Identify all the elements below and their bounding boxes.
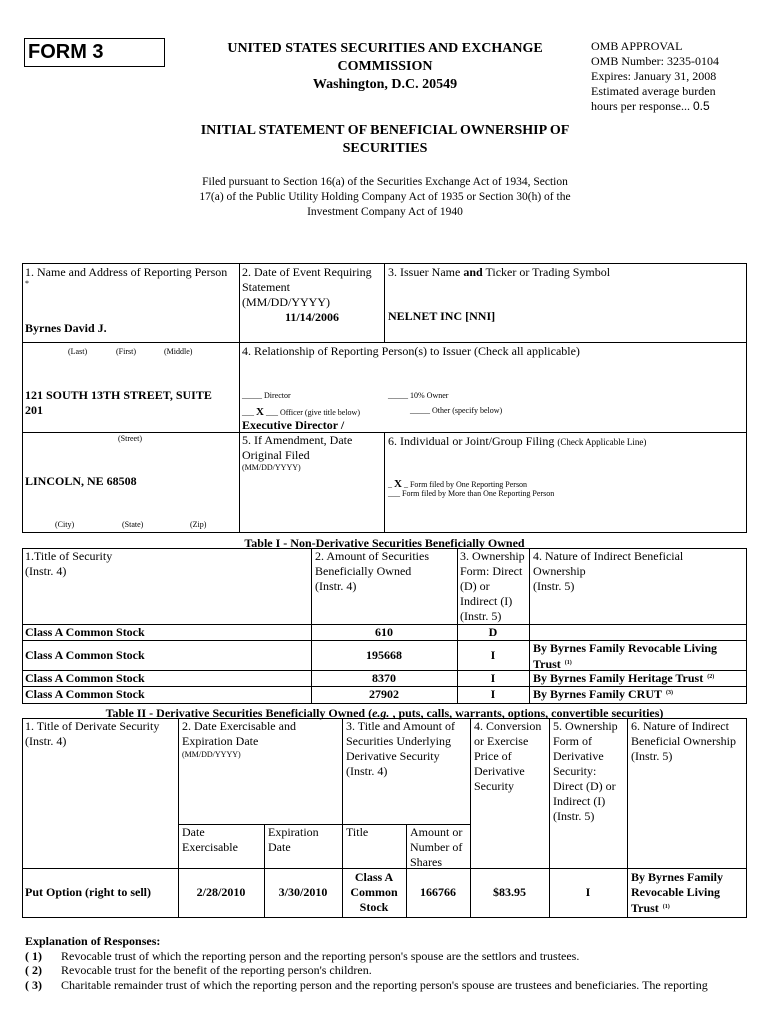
t2-title-post: , puts, calls, warrants, options, convertible securities) <box>389 706 664 720</box>
omb-line: OMB APPROVAL <box>591 39 683 53</box>
row-amount: 27902 <box>369 687 399 701</box>
box2-label-line: Statement <box>242 280 290 294</box>
t2-h5-line: Derivative <box>553 749 604 763</box>
box2-label-line: 2. Date of Event Requiring <box>242 265 372 279</box>
row-nature-line: By Byrnes Family Revocable Living <box>533 641 717 655</box>
underlying-title-line: Common <box>350 885 398 899</box>
last-label: (Last) <box>68 347 88 356</box>
sub-line: Shares <box>410 855 442 869</box>
derivative-nature <box>631 870 723 916</box>
t2-h3-line: (Instr. 4) <box>346 764 388 778</box>
middle-label: (Middle) <box>164 347 193 356</box>
table1-title: Table I - Non-Derivative Securities Beneficially Owned <box>244 536 525 550</box>
row-form: I <box>490 648 496 662</box>
t1-h3-line: 3. Ownership <box>460 549 525 563</box>
filed-line-2: 17(a) of the Public Utility Holding Company Act of 1935 or Section 30(h) of the <box>199 191 571 203</box>
nature-line: Revocable Living <box>631 885 720 899</box>
t1-h2-line: (Instr. 4) <box>315 579 357 593</box>
t2-h2-line: Expiration Date <box>182 734 259 748</box>
row-nature <box>533 687 673 702</box>
officer-option <box>242 406 360 418</box>
opt1-check: X <box>394 478 402 490</box>
box1-label: 1. Name and Address of Reporting Person <box>25 265 228 279</box>
agency-block <box>190 40 580 94</box>
t2-h5-line: Direct (D) or <box>553 779 616 793</box>
table-row: Class A Common Stock <box>25 625 145 639</box>
t2-h4-line: 4. Conversion <box>474 719 542 733</box>
footnote-number: ( 3) <box>25 978 42 992</box>
t1-h2-line: Beneficially Owned <box>315 564 412 578</box>
agency-line-1: UNITED STATES SECURITIES AND EXCHANGE <box>227 41 543 56</box>
opt1-post: _ Form filed by One Reporting Person <box>401 480 528 489</box>
box3-label-pre: 3. Issuer Name <box>388 265 464 279</box>
t2-h5-line: 5. Ownership <box>553 719 618 733</box>
t2-h3-line: 3. Title and Amount of <box>346 719 456 733</box>
divider <box>22 868 747 869</box>
filed-line-1: Filed pursuant to Section 16(a) of the Securities Exchange Act of 1934, Section <box>202 176 568 188</box>
divider <box>264 824 265 918</box>
footnote-ref: (2) <box>707 674 715 680</box>
t2-h6-line: (Instr. 5) <box>631 749 673 763</box>
event-date: 11/14/2006 <box>284 310 339 324</box>
t1-h2-line: 2. Amount of Securities <box>315 549 429 563</box>
row-amount: 195668 <box>366 648 402 662</box>
t2-header-underlying <box>346 719 455 779</box>
box5-date-format: (MM/DD/YYYY) <box>242 463 301 472</box>
row-nature <box>533 671 714 686</box>
city-state-zip: LINCOLN, NE 68508 <box>25 474 137 488</box>
derivative-security: Put Option (right to sell) <box>25 885 151 899</box>
t2-h4-line: or Exercise <box>474 734 529 748</box>
sub-date-exercisable <box>182 825 238 855</box>
t2-h5-line: Security: <box>553 764 597 778</box>
t2-h1-line: (Instr. 4) <box>25 734 67 748</box>
sub-expiration <box>268 825 319 855</box>
street-line-1: 121 SOUTH 13TH STREET, SUITE <box>25 388 212 402</box>
t2-h4-line: Derivative <box>474 764 525 778</box>
sub-line: Date <box>182 825 205 839</box>
t1-header-amount <box>315 549 429 594</box>
t2-date-format: (MM/DD/YYYY) <box>182 750 241 759</box>
footnote-item <box>25 978 708 993</box>
box5-label-line: Original Filed <box>242 448 310 462</box>
row-nature-line: By Byrnes Family CRUT <box>533 687 662 701</box>
footnote-item <box>25 963 372 978</box>
divider <box>22 432 747 433</box>
sub-title: Title <box>346 825 369 839</box>
row-nature <box>533 641 717 672</box>
conversion-price: $83.95 <box>493 885 526 899</box>
opt1-pre: _ <box>388 480 392 489</box>
box3-label-post: Ticker or Trading Symbol <box>482 265 611 279</box>
expiration-date: 3/30/2010 <box>278 885 328 899</box>
city-label: (City) <box>55 520 75 529</box>
box2-label-line: (MM/DD/YYYY) <box>242 295 330 309</box>
filed-line-3: Investment Company Act of 1940 <box>307 206 463 218</box>
t2-header-dates <box>182 719 296 749</box>
t2-h6-line: Beneficial Ownership <box>631 734 736 748</box>
issuer-name: NELNET INC [NNI] <box>388 309 496 323</box>
footnote-ref: (3) <box>666 690 673 696</box>
footnote-text: Revocable trust for the benefit of the reporting person's children. <box>61 963 372 977</box>
director-option: _____ Director <box>242 391 291 400</box>
agency-line-3: Washington, D.C. 20549 <box>312 77 458 92</box>
footnote-ref: (1) <box>564 660 572 666</box>
t1-h4-line: Ownership <box>533 564 586 578</box>
t2-h5-line: (Instr. 5) <box>553 809 595 823</box>
t2-h6-line: 6. Nature of Indirect <box>631 719 729 733</box>
row-form: I <box>490 687 496 701</box>
t2-h3-line: Securities Underlying <box>346 734 451 748</box>
t2-title-eg: e.g. <box>372 706 390 720</box>
t1-h1-line: 1.Title of Security <box>25 549 113 563</box>
box2-label <box>242 265 372 310</box>
state-label: (State) <box>122 520 144 529</box>
t1-header-title <box>25 549 112 579</box>
underlying-title-line: Class A <box>354 870 394 884</box>
t2-h3-line: Derivative Security <box>346 749 440 763</box>
table-row: Class A Common Stock <box>25 687 145 701</box>
agency-line-2: COMMISSION <box>337 59 433 74</box>
nature-line: By Byrnes Family <box>631 870 723 884</box>
t1-h3-line: (D) or <box>460 579 490 593</box>
form-title <box>170 122 600 158</box>
sub-line: Number of <box>410 840 463 854</box>
box4-label: 4. Relationship of Reporting Person(s) to Issuer (Check all applicable) <box>242 344 580 358</box>
street-line-2: 201 <box>25 403 43 417</box>
street-label: (Street) <box>118 434 142 443</box>
t1-h4-line: (Instr. 5) <box>533 579 575 593</box>
first-label: (First) <box>116 347 136 356</box>
t2-header-nature <box>631 719 736 764</box>
omb-line: Expires: January 31, 2008 <box>591 69 717 83</box>
nature-line: Trust <box>631 901 659 915</box>
officer-pre: ___ <box>242 408 254 417</box>
footnote-text: Charitable remainder trust of which the reporting person and the reporting person's spouse are trustees and beneficiaries. The reporting <box>61 978 708 992</box>
box5-label <box>242 433 352 463</box>
footnote-text: Revocable trust of which the reporting person and the reporting person's spouse are the settlors and trustees. <box>61 949 580 963</box>
reporting-person-name: Byrnes David J. <box>25 321 107 335</box>
filing-option-two: ___ Form filed by More than One Reporting Person <box>388 489 555 498</box>
box3-label <box>388 265 610 280</box>
t2-header-title <box>25 719 159 749</box>
underlying-amount: 166766 <box>420 885 456 899</box>
row-nature-line: Trust <box>533 657 561 671</box>
t1-h3-line: Form: Direct <box>460 564 523 578</box>
divider <box>627 718 628 918</box>
divider <box>239 263 240 533</box>
t1-header-form <box>460 549 525 624</box>
footnote-item <box>25 949 579 964</box>
underlying-title-line: Stock <box>359 900 389 914</box>
sub-line: Amount or <box>410 825 463 839</box>
box5-label-line: 5. If Amendment, Date <box>242 433 353 447</box>
t2-h2-line: 2. Date Exercisable and <box>182 719 296 733</box>
ownership-form: I <box>585 885 591 899</box>
zip-label: (Zip) <box>190 520 207 529</box>
officer-check: X <box>256 406 264 418</box>
form-title-line-2: SECURITIES <box>342 141 428 156</box>
t1-h3-line: (Instr. 5) <box>460 609 502 623</box>
box6-label-small: (Check Applicable Line) <box>557 437 647 447</box>
other-option: _____ Other (specify below) <box>410 406 503 415</box>
row-amount: 610 <box>375 625 393 639</box>
underlying-title <box>342 870 406 915</box>
t2-title-pre: Table II - Derivative Securities Beneficially Owned ( <box>105 706 373 720</box>
filed-pursuant <box>160 175 610 220</box>
box1-marker: * <box>25 279 29 288</box>
divider <box>529 548 530 704</box>
row-form: I <box>490 671 496 685</box>
officer-post: ___ Officer (give title below) <box>263 408 360 417</box>
date-exercisable: 2/28/2010 <box>196 885 246 899</box>
t1-h4-line: 4. Nature of Indirect Beneficial <box>533 549 684 563</box>
ten-percent-option: _____ 10% Owner <box>388 391 449 400</box>
sub-line: Exercisable <box>182 840 238 854</box>
omb-line: Estimated average burden <box>591 84 716 98</box>
officer-title: Executive Director / <box>242 418 345 432</box>
footnote-number: ( 1) <box>25 949 42 963</box>
divider <box>22 342 747 343</box>
form-label: FORM 3 <box>24 38 165 67</box>
divider <box>384 263 385 343</box>
t1-h1-line: (Instr. 4) <box>25 564 67 578</box>
t2-header-price <box>474 719 541 794</box>
omb-approval <box>591 39 719 114</box>
t2-h4-line: Security <box>474 779 514 793</box>
box6-label-main: 6. Individual or Joint/Group Filing <box>388 434 555 448</box>
row-form: D <box>488 625 498 639</box>
divider <box>384 432 385 533</box>
omb-line: hours per response... <box>591 99 690 113</box>
row-amount: 8370 <box>372 671 396 685</box>
t2-h5-line: Form of <box>553 734 592 748</box>
t1-h3-line: Indirect (I) <box>460 594 513 608</box>
table-row: Class A Common Stock <box>25 671 145 685</box>
t2-header-form <box>553 719 618 824</box>
omb-hours: 0.5 <box>692 99 710 113</box>
omb-line: OMB Number: 3235-0104 <box>591 54 719 68</box>
t2-h1-line: 1. Title of Derivate Security <box>25 719 160 733</box>
box6-label <box>388 434 646 449</box>
explanation-heading: Explanation of Responses: <box>25 934 161 948</box>
sub-line: Date <box>268 840 291 854</box>
sub-line: Expiration <box>268 825 319 839</box>
form-title-line-1: INITIAL STATEMENT OF BENEFICIAL OWNERSHIP OF <box>200 123 570 138</box>
footnote-ref: (1) <box>662 904 670 910</box>
row-nature-line: By Byrnes Family Heritage Trust <box>533 671 704 685</box>
table-row: Class A Common Stock <box>25 648 145 662</box>
t2-h4-line: Price of <box>474 749 512 763</box>
divider <box>406 824 407 918</box>
sub-amount <box>410 825 462 870</box>
box3-label-and: and <box>463 265 483 279</box>
footnote-number: ( 2) <box>25 963 42 977</box>
t1-header-nature <box>533 549 683 594</box>
t2-h5-line: Indirect (I) <box>553 794 606 808</box>
